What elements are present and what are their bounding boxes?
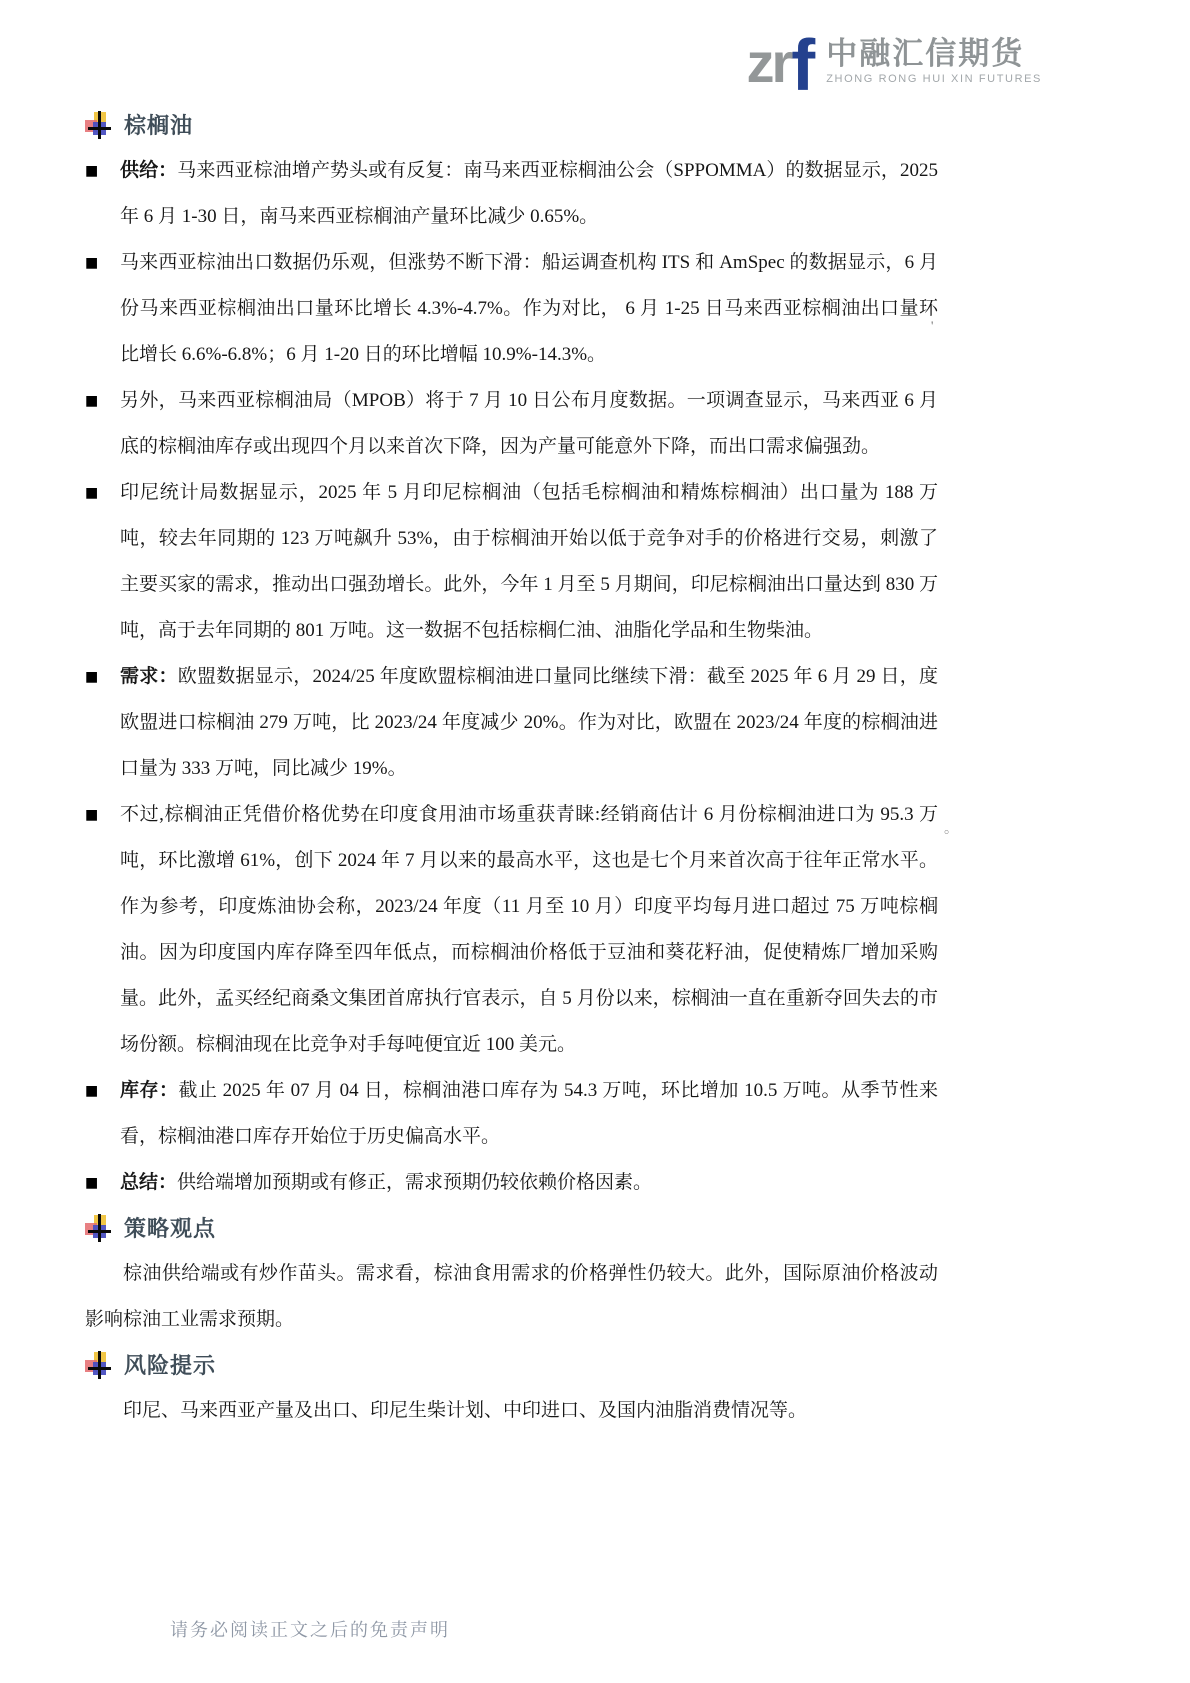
page-header [746,24,1042,106]
company-name-en: ZHONG RONG HUI XIN FUTURES [826,73,1042,86]
bullet-square-icon: ■ [85,1175,99,1191]
bullet-item-demand [85,654,938,792]
bullet-square-icon: ■ [85,255,99,271]
bullet-text [120,148,938,240]
bullet-lead: 需求： [120,666,178,687]
bullet-body: 印尼统计局数据显示，2025 年 5 月印尼棕榈油（包括毛棕榈油和精炼棕榈油）出口量为 188 万吨，较去年同期的 123 万吨飙升 53%，由于棕榈油开始以低于竞争对手的价格进行交易，刺激了主要买家的需求，推动出口强劲增长。此外，今年 1 月至 5 月期间，印尼棕榈油出口量达到 830 万吨，高于去年同期的 801 万吨。这一数据不包括棕榈仁油、油脂化学品和生物柴油。 [120,482,938,641]
footer-disclaimer: 请务必阅读正文之后的免责声明 [170,1620,450,1640]
bullet-body: 截止 2025 年 07 月 04 日，棕榈油港口库存为 54.3 万吨，环比增加 10.5 万吨。从季节性来看，棕榈油港口库存开始位于历史偏高水平。 [120,1080,938,1147]
section-header-risk [85,1349,938,1380]
bullet-text [120,240,938,378]
bullet-square-icon: ■ [85,485,99,501]
bullet-body: 供给端增加预期或有修正，需求预期仍较依赖价格因素。 [177,1172,653,1193]
logo-zrf-mark [746,24,813,106]
section-header-palm-oil [85,109,938,140]
bullet-text [120,470,938,654]
bullet-body: 另外，马来西亚棕榈油局（MPOB）将于 7 月 10 日公布月度数据。一项调查显示，马来西亚 6 月底的棕榈油库存或出现四个月以来首次下降，因为产量可能意外下降，而出口需求偏强劲。 [120,390,938,457]
bullet-list [85,148,938,1206]
logo-zr-letters: zr [746,31,791,95]
stray-mark-2: 。 [944,822,958,837]
bullet-lead: 供给： [120,160,178,181]
section-title: 棕榈油 [124,113,194,138]
bullet-item-mpob [85,378,938,470]
section-marker-icon [85,1214,111,1242]
section-header-strategy [85,1212,938,1243]
bullet-square-icon: ■ [85,393,99,409]
bullet-item-india [85,792,938,1068]
company-logo [746,24,1042,106]
bullet-body: 不过,棕榈油正凭借价格优势在印度食用油市场重获青睐:经销商估计 6 月份棕榈油进口为 95.3 万吨，环比激增 61%，创下 2024 年 7 月以来的最高水平，这也是七个月来首次高于往年正常水平。作为参考，印度炼油协会称，2023/24 年度（11 月至 10 月）印度平均每月进口超过 75 万吨棕榈油。因为印度国内库存降至四年低点，而棕榈油价格低于豆油和葵花籽油，促使精炼厂增加采购量。此外，孟买经纪商桑文集团首席执行官表示，自 5 月份以来，棕榈油一直在重新夺回失去的市场份额。棕榈油现在比竞争对手每吨便宜近 100 美元。 [120,804,938,1055]
risk-paragraph: 印尼、马来西亚产量及出口、印尼生柴计划、中印进口、及国内油脂消费情况等。 [123,1400,808,1421]
bullet-text [120,378,938,470]
bullet-lead: 库存： [120,1080,179,1101]
bullet-text [120,792,938,1068]
bullet-square-icon: ■ [85,1083,99,1099]
section-title: 策略观点 [124,1216,217,1241]
company-name-cn: 中融汇信期货 [826,35,1025,71]
section-marker-icon [85,111,111,139]
strategy-paragraph: 棕油供给端或有炒作苗头。需求看，棕油食用需求的价格弹性仍较大。此外，国际原油价格波动影响棕油工业需求预期。 [85,1263,938,1330]
bullet-text [120,654,938,792]
bullet-item-indonesia [85,470,938,654]
logo-text-block [826,36,1042,86]
bullet-item-inventory [85,1068,938,1160]
bullet-body: 欧盟数据显示，2024/25 年度欧盟棕榈油进口量同比继续下滑：截至 2025 年 6 月 29 日，度欧盟进口棕榈油 279 万吨，比 2023/24 年度减少 20%。作为对比，欧盟在 2023/24 年度的棕榈油进口量为 333 万吨，同比减少 19%。 [120,666,938,779]
bullet-square-icon: ■ [85,807,99,823]
section-title: 风险提示 [124,1353,217,1378]
bullet-item-supply [85,148,938,240]
stray-mark-1: ' [931,318,934,333]
bullet-square-icon: ■ [85,669,99,685]
report-body [85,103,938,1440]
bullet-lead: 总结： [120,1172,178,1193]
logo-f-letter: f [791,26,813,106]
bullet-text [120,1160,938,1206]
bullet-body: 马来西亚棕油增产势头或有反复：南马来西亚棕榈油公会（SPPOMMA）的数据显示，2025 年 6 月 1-30 日，南马来西亚棕榈油产量环比减少 0.65%。 [120,160,938,227]
section-marker-icon [85,1351,111,1379]
bullet-item-summary [85,1160,938,1206]
bullet-text [120,1068,938,1160]
bullet-body: 马来西亚棕油出口数据仍乐观，但涨势不断下滑：船运调查机构 ITS 和 AmSpec 的数据显示，6 月份马来西亚棕榈油出口量环比增长 4.3%-4.7%。作为对比， 6 月 1-25 日马来西亚棕榈油出口量环比增长 6.6%-6.8%；6 月 1-20 日的环比增幅 10.9%-14.3%。 [120,252,938,365]
bullet-square-icon: ■ [85,163,99,179]
bullet-item-exports [85,240,938,378]
